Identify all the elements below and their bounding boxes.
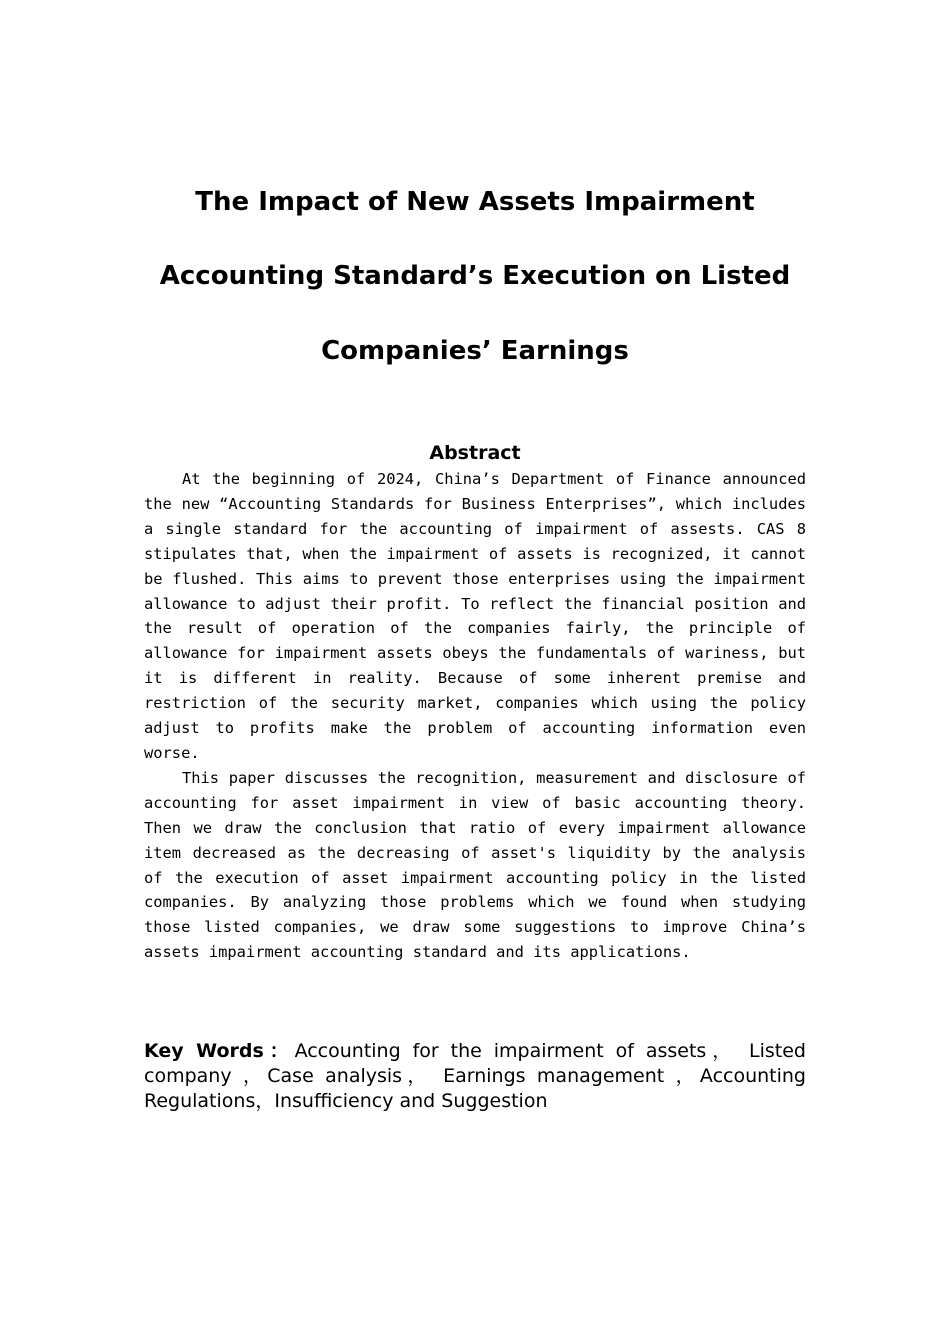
keywords-text: Accounting for the impairment of assets， Listed company ，Case analysis， Earnings management ，Accounting Regulations，Insufficiency and Suggestion xyxy=(144,1040,806,1112)
abstract-paragraph-1: At the beginning of 2024, China’s Department of Finance announced the new “Accounting Standards for Business Enterprises”, which includes a single standard for the accounting of impairment of assests. CAS 8 stipulates that, when the impairment of assets is recognized, it cannot be flushed. This aims to prevent those enterprises using the impairment allowance to adjust their profit. To reflect the financial position and the result of operation of the companies fairly, the principle of allowance for impairment assets obeys the fundamentals of wariness, but it is different in reality. Because of some inherent premise and restriction of the security market, companies which using the policy adjust to profits make the problem of accounting information even worse. xyxy=(144,470,806,762)
keywords-label: Key Words： xyxy=(144,1040,295,1062)
abstract-body xyxy=(144,467,806,965)
paper-title-line-2: Accounting Standard’s Execution on Listed xyxy=(159,261,791,291)
keywords-section xyxy=(144,1039,806,1114)
paper-title-line-1: The Impact of New Assets Impairment xyxy=(195,187,755,217)
abstract-paragraph-2: This paper discusses the recognition, measurement and disclosure of accounting for asset impairment in view of basic accounting theory. Then we draw the conclusion that ratio of every impairment allowance item decreased as the decreasing of asset's liquidity by the analysis of the execution of asset impairment accounting policy in the listed companies. By analyzing those problems which we found when studying those listed companies, we draw some suggestions to improve China’s assets impairment accounting standard and its applications. xyxy=(144,768,806,962)
abstract-heading: Abstract xyxy=(429,442,521,464)
paper-title-line-3: Companies’ Earnings xyxy=(321,336,629,366)
